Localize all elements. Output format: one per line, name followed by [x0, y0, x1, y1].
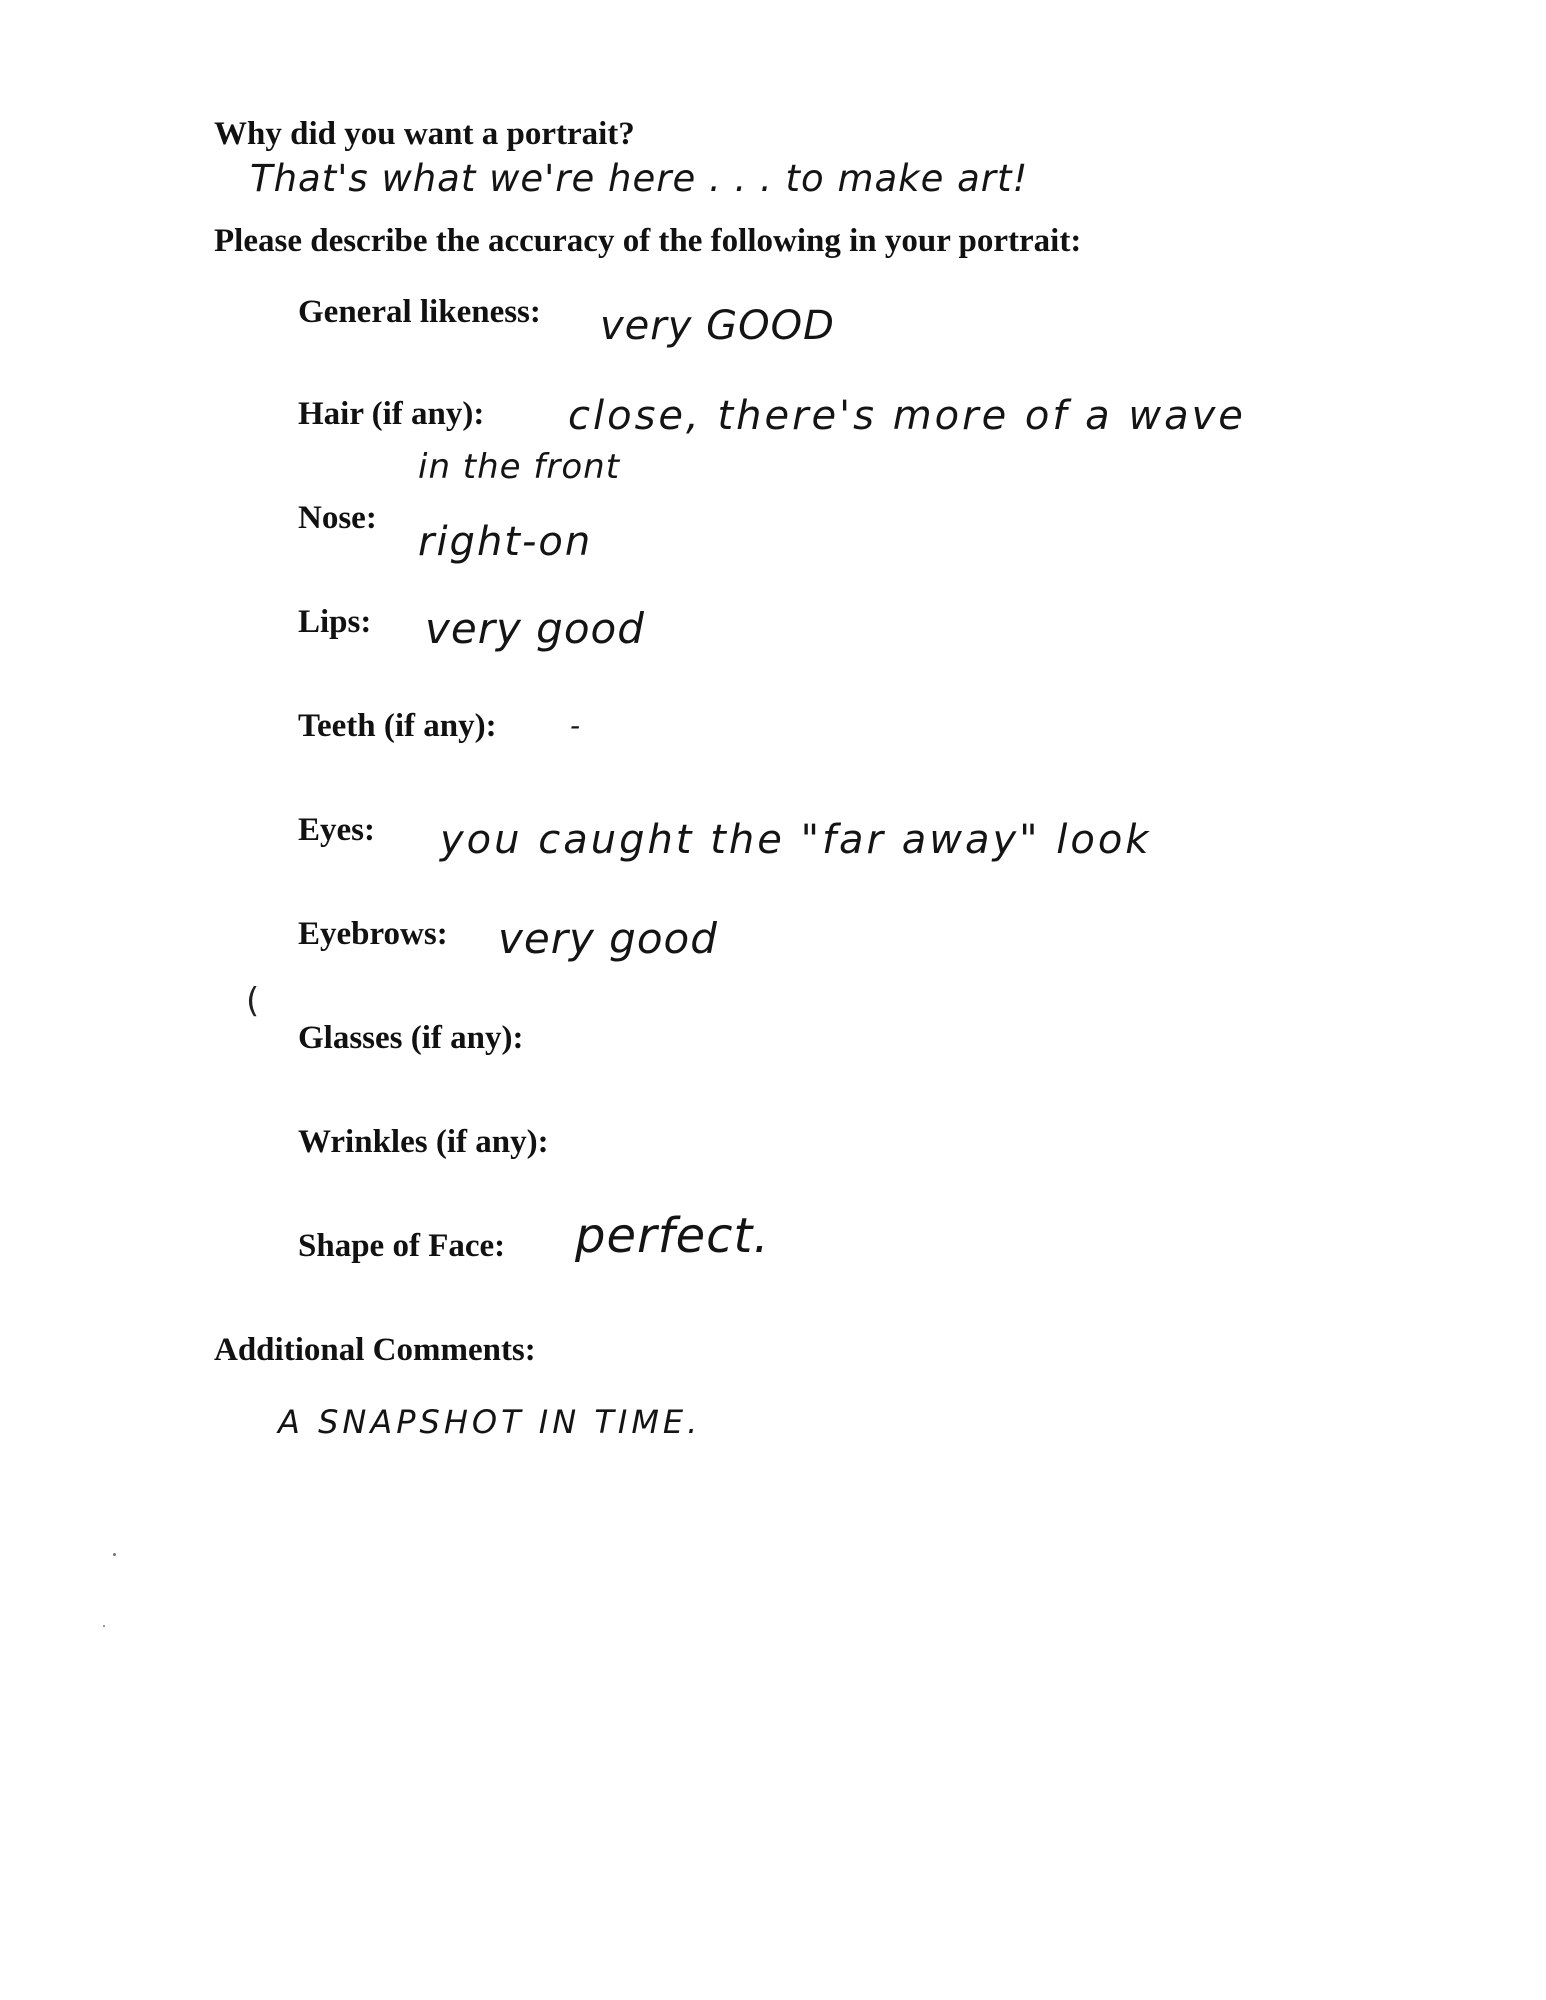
- eyes-label: Eyes:: [298, 812, 375, 848]
- hair-answer-line-1: close, there's more of a wave: [568, 393, 1246, 439]
- question-why-portrait: Why did you want a portrait?: [214, 116, 635, 152]
- general-likeness-answer: very GOOD: [600, 303, 835, 349]
- hair-label: Hair (if any):: [298, 396, 485, 432]
- general-likeness-label: General likeness:: [298, 294, 541, 330]
- additional-comments-answer: A SNAPSHOT IN TIME.: [278, 1403, 702, 1441]
- shape-of-face-label: Shape of Face:: [298, 1228, 506, 1264]
- glasses-label: Glasses (if any):: [298, 1020, 524, 1056]
- lips-label: Lips:: [298, 604, 372, 640]
- answer-why-portrait: That's what we're here . . . to make art!: [250, 157, 1029, 200]
- eyes-answer: you caught the "far away" look: [440, 817, 1152, 863]
- nose-label: Nose:: [298, 500, 377, 536]
- additional-comments-label: Additional Comments:: [214, 1332, 536, 1368]
- accuracy-heading: Please describe the accuracy of the following in your portrait:: [214, 223, 1082, 259]
- eyebrows-answer: very good: [498, 914, 718, 963]
- scan-speck: [113, 1553, 116, 1556]
- hair-answer-line-2: in the front: [418, 447, 621, 487]
- shape-of-face-answer: perfect.: [575, 1208, 770, 1264]
- eyebrows-label: Eyebrows:: [298, 916, 448, 952]
- lips-answer: very good: [425, 604, 645, 653]
- nose-answer: right-on: [418, 519, 593, 565]
- stray-mark: (: [246, 981, 260, 1021]
- scan-speck: [103, 1625, 105, 1627]
- wrinkles-label: Wrinkles (if any):: [298, 1124, 549, 1160]
- teeth-answer: -: [570, 709, 582, 742]
- teeth-label: Teeth (if any):: [298, 708, 497, 744]
